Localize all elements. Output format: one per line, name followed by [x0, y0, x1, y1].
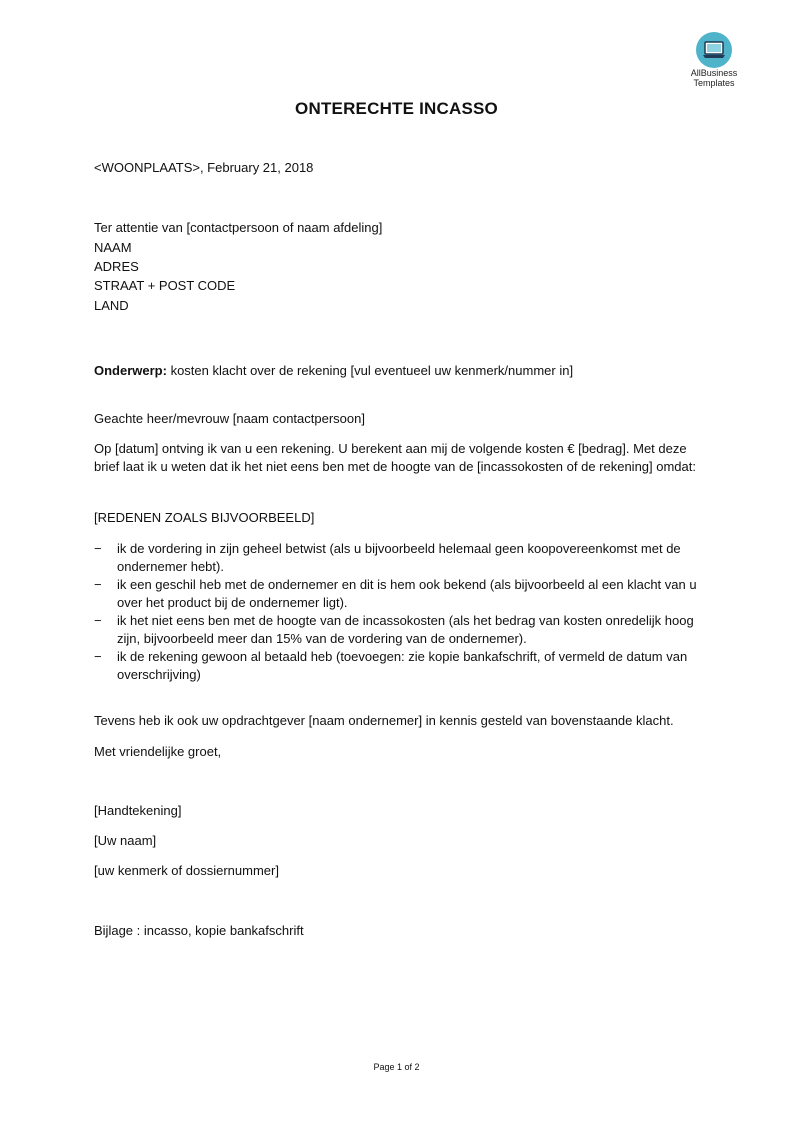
closing-line: Met vriendelijke groet, — [94, 744, 222, 759]
recipient-country: LAND — [94, 298, 129, 313]
recipient-address: ADRES — [94, 259, 139, 274]
reason-text: ik een geschil heb met de ondernemer en dit is hem ook bekend (als bijvoorbeeld al een klacht van u over het product bij de ondernemer ligt). — [117, 577, 697, 610]
list-item — [94, 612, 704, 648]
logo-text-line1: AllBusiness — [690, 68, 738, 78]
date-line: <WOONPLAATS>, February 21, 2018 — [94, 160, 314, 175]
reason-text: ik de rekening gewoon al betaald heb (toevoegen: zie kopie bankafschrift, of vermeld de datum van overschrijving) — [117, 649, 688, 682]
reason-text: ik de vordering in zijn geheel betwist (als u bijvoorbeeld helemaal geen koopovereenkomst met de ondernemer hebt). — [117, 541, 681, 574]
recipient-street: STRAAT + POST CODE — [94, 278, 236, 293]
bullet-marker: − — [94, 577, 102, 592]
recipient-name: NAAM — [94, 240, 132, 255]
signature-placeholder: [Handtekening] — [94, 803, 182, 818]
reasons-list — [94, 540, 704, 684]
bullet-marker: − — [94, 613, 102, 628]
sender-name: [Uw naam] — [94, 833, 157, 848]
subject-line — [94, 362, 573, 380]
reference-number: [uw kenmerk of dossiernummer] — [94, 863, 279, 878]
list-item — [94, 576, 704, 612]
document-title: ONTERECHTE INCASSO — [295, 99, 498, 118]
reason-text: ik het niet eens ben met de hoogte van de incassokosten (als het bedrag van kosten onredelijk hoog zijn, bijvoorbeeld meer dan 15% van de vordering van de ondernemer). — [117, 613, 694, 646]
bullet-marker: − — [94, 649, 102, 664]
reasons-heading: [REDENEN ZOALS BIJVOORBEELD] — [94, 510, 315, 525]
list-item — [94, 648, 704, 684]
brand-logo — [680, 32, 748, 88]
page-number: Page 1 of 2 — [373, 1062, 420, 1072]
subject-label: Onderwerp: — [94, 363, 167, 378]
laptop-icon — [696, 32, 732, 68]
bullet-marker: − — [94, 541, 102, 556]
logo-text-line2: Templates — [693, 78, 735, 88]
intro-paragraph: Op [datum] ontving ik van u een rekening. U berekent aan mij de volgende kosten € [bedrag]. Met deze brief laat ik u weten dat ik het niet eens ben met de hoogte van de [incassokosten of de rekening] omdat: — [94, 441, 696, 474]
list-item — [94, 540, 704, 576]
subject-text: kosten klacht over de rekening [vul eventueel uw kenmerk/nummer in] — [166, 363, 574, 378]
salutation: Geachte heer/mevrouw [naam contactpersoon] — [94, 411, 365, 426]
notice-paragraph: Tevens heb ik ook uw opdrachtgever [naam ondernemer] in kennis gesteld van bovenstaande klacht. — [94, 713, 674, 728]
attachment-line: Bijlage : incasso, kopie bankafschrift — [94, 923, 304, 938]
attention-line: Ter attentie van [contactpersoon of naam afdeling] — [94, 220, 383, 235]
